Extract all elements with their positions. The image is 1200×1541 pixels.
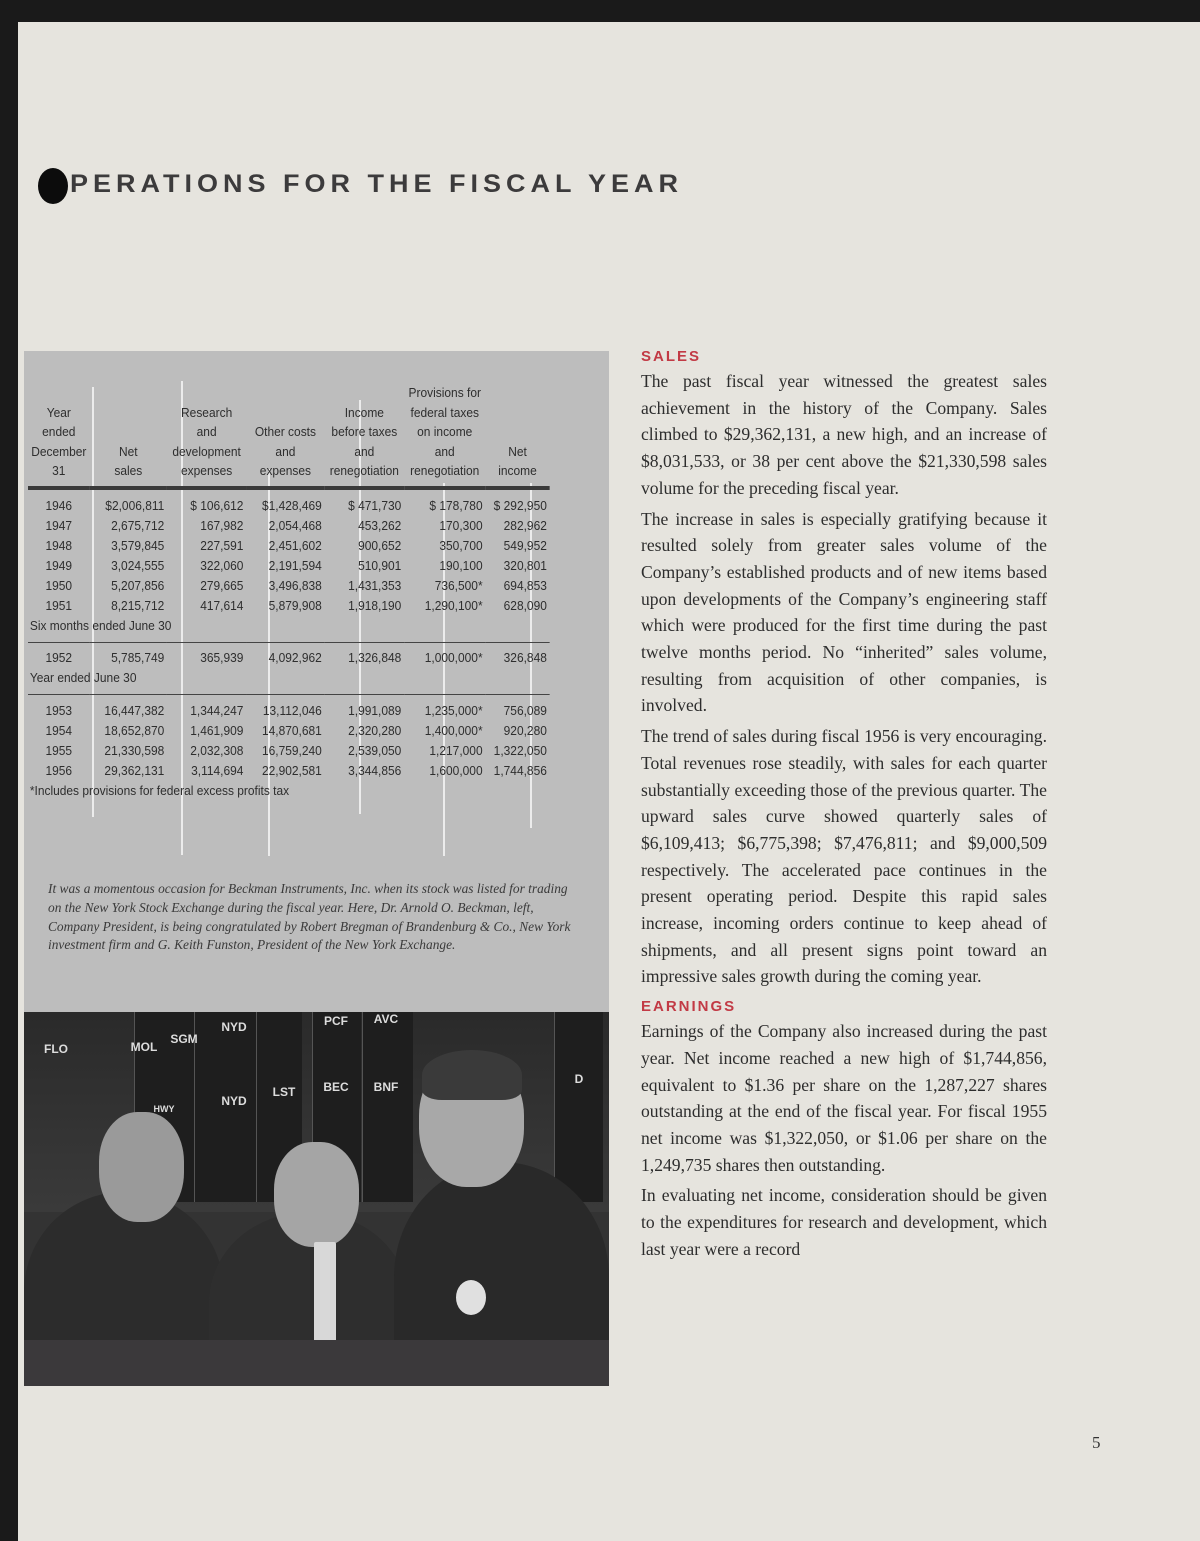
photo-bottom-band [24,1340,609,1386]
sales-paragraph: The trend of sales during fiscal 1956 is very encouraging. Total revenues rose steadily, with sales for each quarter substantially exceeding those of the previous quarter. The upward sales curve showed quarterly sales of $6,109,413; $6,775,398; $7,476,811; and $9,000,509 respectively. The accelerated pace continues in the present operating period. Despite this rapid sales increase, incoming orders continue to keep ahead of shipments, and all present signs point toward an impressive sales growth during the coming year. [641,726,1047,987]
table-row: 1955 21,330,598 2,032,308 16,759,240 2,539,050 1,217,000 1,322,050 [45,742,547,758]
table-row: 1947 2,675,712 167,982 2,054,468 453,262 170,300 282,962 [45,517,547,533]
table-row: 1946 $2,006,811 $ 106,612 $1,428,469 $ 471,730 $ 178,780 $ 292,950 [45,497,547,513]
header-net-sales: Net sales [90,383,167,488]
ticker-label: D [574,1072,584,1086]
punch-hole-top [38,168,68,204]
table-row: 1956 29,362,131 3,114,694 22,902,581 3,344,856 1,600,000 1,744,856 [45,762,547,778]
header-net-income: Net income [485,383,549,488]
ticker-label: MOL [130,1040,158,1054]
header-year: Year ended December 31 [28,383,90,488]
body-text-column [641,346,1047,1267]
ticker-label: NYD [221,1020,247,1034]
ticker-label: NYD [221,1094,247,1108]
ticker-label: AVC [373,1012,399,1026]
earnings-paragraph: Earnings of the Company also increased during the past year. Net income reached a new high of $1,744,856, equivalent to $1.36 per share on the 1,287,227 shares outstanding at the end of the fiscal year. For fiscal 1955 net income was $1,322,050, or $1.06 per share on the 1,249,735 shares then outstanding. [641,1021,1047,1175]
ticker-label: FLO [44,1042,68,1056]
table-row: 1950 5,207,856 279,665 3,496,838 1,431,353 736,500* 694,853 [45,577,547,593]
table-row: 1952 5,785,749 365,939 4,092,962 1,326,848 1,000,000* 326,848 [45,650,547,665]
nyse-photo [24,1012,609,1386]
person-middle-head [274,1142,359,1247]
section-heading-earnings: EARNINGS [641,998,737,1016]
ticker-label: LST [272,1085,296,1099]
person-left-head [99,1112,184,1222]
table-row: 1951 8,215,712 417,614 5,879,908 1,918,190 1,290,100* 628,090 [45,597,547,613]
ticker-label: BNF [373,1080,399,1094]
header-tax-provisions: Provisions for federal taxes on income and renegotiation [404,383,485,488]
ticker-label: PCF [324,1014,348,1028]
page-title: PERATIONS FOR THE FISCAL YEAR [70,170,684,198]
ticker-label: HWY [153,1104,175,1114]
header-rd-expenses: Research and development expenses [167,383,246,488]
badge [456,1280,486,1315]
ticker-label: SGM [170,1032,198,1046]
shirt [314,1242,336,1342]
person-right-hair [422,1050,522,1100]
ticker-label: BEC [323,1080,349,1094]
section-heading-sales: SALES [641,348,702,365]
page-number: 5 [1092,1433,1101,1452]
section-label-row: Six months ended June 30 [28,616,550,643]
footnote-row: *Includes provisions for federal excess profits tax [29,782,290,798]
table-row: 1954 18,652,870 1,461,909 14,870,681 2,320,280 1,400,000* 920,280 [45,722,547,738]
header-other-costs: Other costs and expenses [246,383,324,488]
table-row: 1949 3,024,555 322,060 2,191,594 510,901 190,100 320,801 [45,557,547,573]
header-income-before-taxes: Income before taxes and renegotiation [325,383,404,488]
section-label-row: Year ended June 30 [28,668,550,695]
table-row: 1948 3,579,845 227,591 2,451,602 900,652 350,700 549,952 [45,537,547,553]
operations-table [28,383,550,801]
photo-caption: It was a momentous occasion for Beckman Instruments, Inc. when its stock was listed for trading on the New York Stock Exchange during the fiscal year. Here, Dr. Arnold O. Beckman, left, Company President, is being congratulated by Robert Bregman of Brandenburg & Co., New York investment firm and G. Keith Funston, President of the New York Exchange. [48,881,571,953]
table-header-row [28,383,550,488]
earnings-paragraph: In evaluating net income, consideration should be given to the expenditures for research and development, which last year were a record [641,1185,1047,1259]
sales-paragraph: The increase in sales is especially gratifying because it resulted solely from greater sales volume of the Company’s established products and of new items based upon developments of the Company’s engineering staff which were produced for the first time during the past twelve months period. No “inherited” sales volume, resulting from acquisition of other companies, is involved. [641,508,1047,716]
table-row: 1953 16,447,382 1,344,247 13,112,046 1,991,089 1,235,000* 756,089 [45,702,547,718]
sales-paragraph: The past fiscal year witnessed the greatest sales achievement in the history of the Company. Sales climbed to $29,362,131, a new high, and an increase of $8,031,533, or 38 per cent above the $21,330,598 sales volume for the preceding fiscal year. [641,371,1047,498]
